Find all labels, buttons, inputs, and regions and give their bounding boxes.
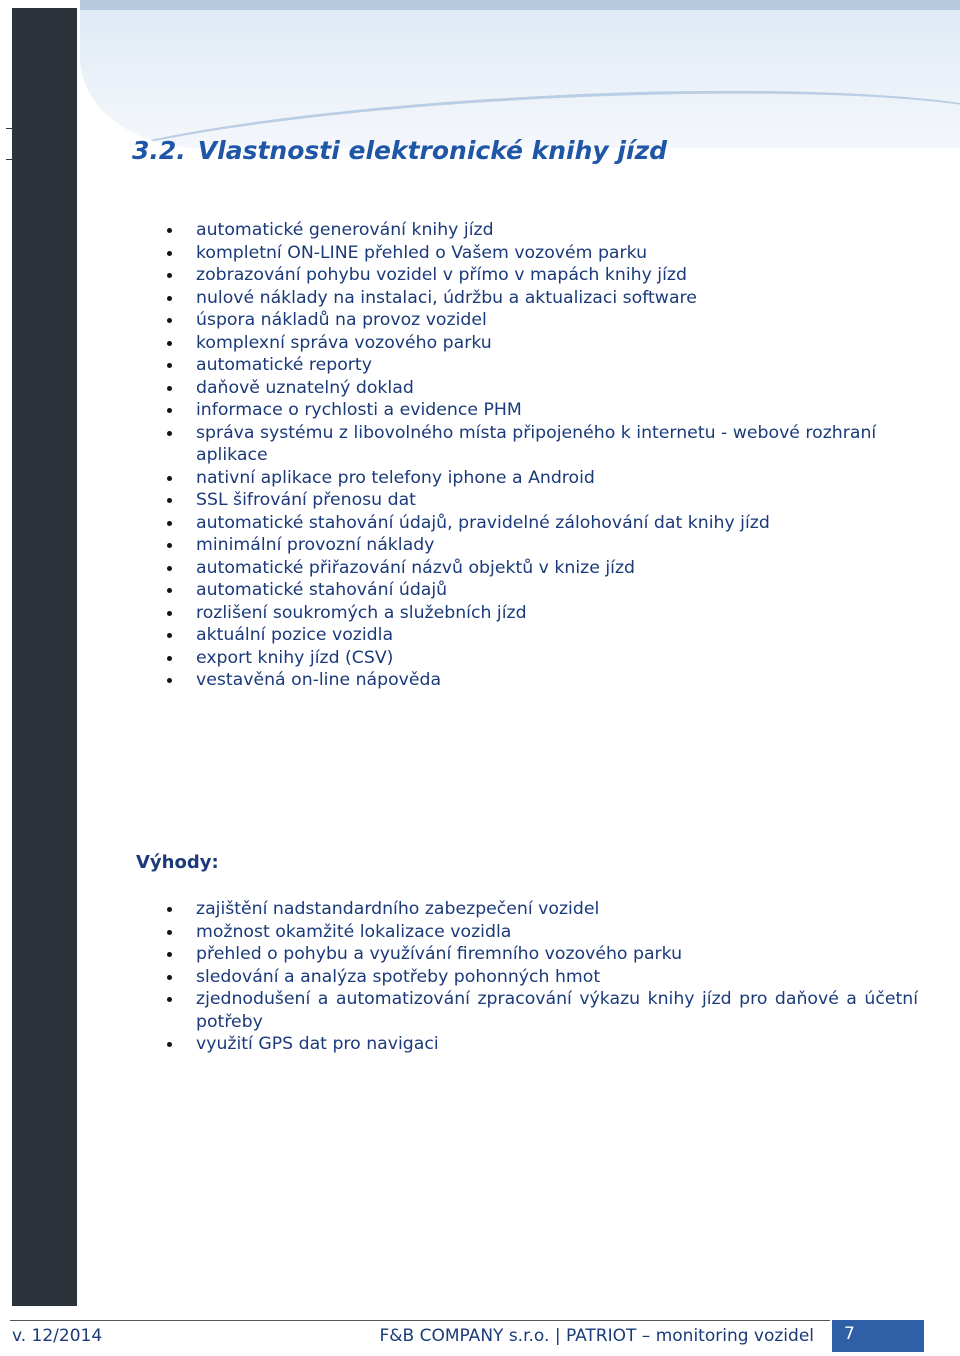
features-list — [166, 219, 918, 692]
section-number: 3.2. — [132, 136, 186, 165]
feature-item: správa systému z libovolného místa připojeného k internetu - webové rozhraní aplikace — [166, 422, 918, 467]
feature-item: informace o rychlosti a evidence PHM — [166, 399, 918, 422]
feature-item: automatické přiřazování názvů objektů v knize jízd — [166, 557, 918, 580]
page-number: 7 — [844, 1324, 855, 1344]
feature-item: nulové náklady na instalaci, údržbu a aktualizaci software — [166, 287, 918, 310]
advantage-item: možnost okamžité lokalizace vozidla — [166, 921, 918, 944]
left-sidebar-bar — [12, 8, 77, 1306]
feature-item: nativní aplikace pro telefony iphone a Android — [166, 467, 918, 490]
header-decoration — [80, 0, 960, 148]
feature-item: automatické reporty — [166, 354, 918, 377]
footer-version: v. 12/2014 — [12, 1326, 103, 1346]
feature-item: automatické generování knihy jízd — [166, 219, 918, 242]
feature-item: automatické stahování údajů — [166, 579, 918, 602]
advantage-item: využití GPS dat pro navigaci — [166, 1033, 918, 1056]
footer-company: F&B COMPANY s.r.o. | PATRIOT – monitoring vozidel — [379, 1326, 814, 1346]
page-number-box — [832, 1320, 924, 1352]
feature-item: daňově uznatelný doklad — [166, 377, 918, 400]
page-footer — [10, 1324, 950, 1354]
footer-divider — [10, 1320, 830, 1321]
feature-item: rozlišení soukromých a služebních jízd — [166, 602, 918, 625]
margin-tick-marks — [6, 128, 12, 160]
feature-item: automatické stahování údajů, pravidelné zálohování dat knihy jízd — [166, 512, 918, 535]
feature-item: kompletní ON-LINE přehled o Vašem vozovém parku — [166, 242, 918, 265]
feature-item: export knihy jízd (CSV) — [166, 647, 918, 670]
advantage-item: zjednodušení a automatizování zpracování výkazu knihy jízd pro daňové a účetní potřeby — [166, 988, 918, 1033]
section-title — [132, 136, 667, 165]
feature-item: úspora nákladů na provoz vozidel — [166, 309, 918, 332]
feature-item: komplexní správa vozového parku — [166, 332, 918, 355]
section-title-text: Vlastnosti elektronické knihy jízd — [197, 136, 668, 165]
advantage-item: zajištění nadstandardního zabezpečení vozidel — [166, 898, 918, 921]
advantage-item: přehled o pohybu a využívání firemního vozového parku — [166, 943, 918, 966]
feature-item: zobrazování pohybu vozidel v přímo v mapách knihy jízd — [166, 264, 918, 287]
feature-item: aktuální pozice vozidla — [166, 624, 918, 647]
advantages-heading: Výhody: — [136, 852, 219, 873]
advantages-list — [166, 898, 918, 1056]
feature-item: vestavěná on-line nápověda — [166, 669, 918, 692]
feature-item: minimální provozní náklady — [166, 534, 918, 557]
feature-item: SSL šifrování přenosu dat — [166, 489, 918, 512]
advantage-item: sledování a analýza spotřeby pohonných hmot — [166, 966, 918, 989]
